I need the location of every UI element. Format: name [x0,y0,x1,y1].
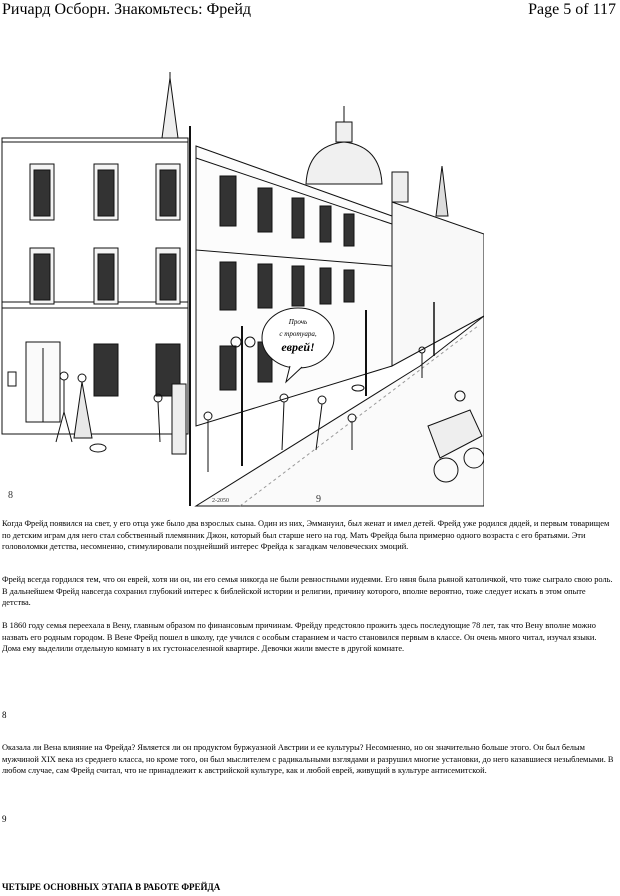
speech-bubble-line-3: еврей! [281,340,315,354]
street-illustration [0,66,484,508]
page-indicator: Page 5 of 117 [528,1,616,18]
paragraph-3: В 1860 году семья переехала в Вену, главным образом по финансовым причинам. Фрейду предстояло прожить здесь последующие 78 лет, так что Вену вполне можно назвать его родным городом. В Вене Фрейд пошел в школу, где учился с особым старанием и часто становился первым в классе. Он очень много читал, изучал языки. Дома ему выделили отдельную комнату в их густонаселенной квартире. Девочки жили вместе в другой комнате. [2,621,597,654]
paragraph-1: Когда Фрейд появился на свет, у его отца уже было два взрослых сына. Один из них, Эммануил, был женат и имел детей. Фрейд уже родился дядей, и первым товарищем по детским играм для него стал собственный племянник Джон, который был старше него на год. Мать Фрейда была примерно одного возраста с его братьями. Эти головоломки детства, несомненно, стимулировали позднейший интерес Фрейда к загадкам человеческих эмоций. [2,519,610,552]
advertising-column [172,384,186,454]
dome [306,142,382,184]
page-number-9: 9 [2,814,7,824]
page-number-8: 8 [2,710,7,720]
book-right-page-number: 9 [316,494,321,505]
book-left-page-number: 8 [8,490,13,501]
paragraph-2: Фрейд всегда гордился тем, что он еврей, хотя ни он, ни его семья никогда не были ревностными иудеями. Его няня была рьяной католичкой, что тоже сыграло свою роль. В дальнейшем Фрейд навсегда сохранил глубокий интерес к библейской истории и религии, причину которого, вполне вероятно, тоже следует искать в этом опыте детства. [2,575,613,608]
church-spire [162,78,178,138]
print-mark: 2-2050 [212,498,229,504]
paragraph-4: Оказала ли Вена влияние на Фрейда? Является ли он продуктом буржуазной Австрии и ее культуры? Несомненно, но он значительно больше этого. Он был белым мужчиной XIX века из среднего класса, но кроме того, он был мыслителем с радикальными взглядами и разрушил многие установки, до него казавшиеся незыблемыми. В любом случае, сам Фрейд считал, что не принадлежит к австрийской культуре, как и любой еврей, живущий в культуре антисемитской. [2,743,614,776]
speech-bubble-line-1: Прочь [288,318,308,326]
speech-bubble-line-2: с тротуара, [279,330,317,338]
section-heading: ЧЕТЫРЕ ОСНОВНЫХ ЭТАПА В РАБОТЕ ФРЕЙДА [2,882,221,892]
document-title: Ричард Осборн. Знакомьтесь: Фрейд [2,1,252,18]
